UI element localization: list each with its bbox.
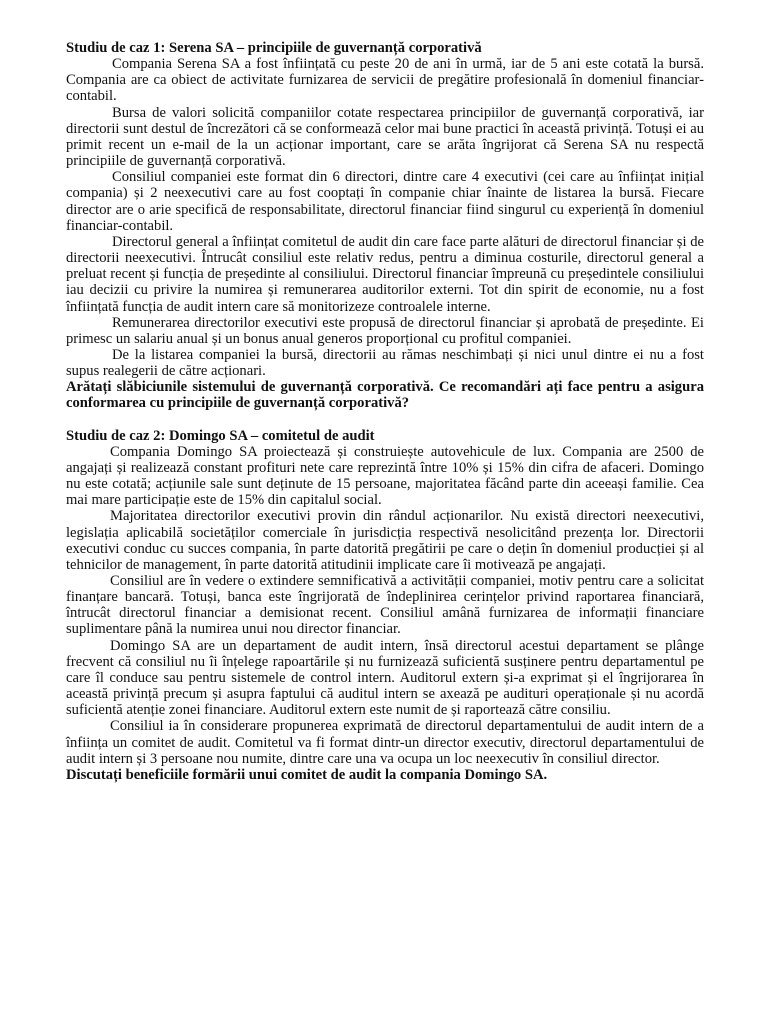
case-study-1-paragraph-3: Consiliul companiei este format din 6 directori, dintre care 4 executivi (cei care au înființat inițial compania) și 2 neexecutivi care au fost cooptați în companie chiar înainte de listarea la bursă. Fiecare director are o arie specifică de responsabilitate, directorul financiar fiind singurul cu experiență în domeniul financiar-contabil.	[66, 169, 704, 234]
case-study-1-question: Arătați slăbiciunile sistemului de guvernanță corporativă. Ce recomandări ați face pentru a asigura conformarea cu principiile de guvernanță corporativă?	[66, 379, 704, 412]
case-study-1-title: Studiu de caz 1: Serena SA – principiile de guvernanță corporativă	[66, 40, 482, 56]
case-study-1-paragraph-6: De la listarea companiei la bursă, directorii au rămas neschimbați și nici unul dintre ei nu a fost supus realegerii de către acționari.	[66, 346, 704, 380]
case-study-1-paragraph-5: Remunerarea directorilor executivi este propusă de directorul financiar și aprobată de președinte. Ei primesc un salariu anual și un bonus anual generos proporțional cu profitul companiei.	[66, 314, 704, 347]
case-study-1-paragraph-1: Compania Serena SA a fost înființată cu peste 20 de ani în urmă, iar de 5 ani este cotată la bursă. Compania are ca obiect de activitate furnizarea de servicii de pregătire profesională în domeniul financiar-contabil.	[66, 56, 704, 105]
case-study-2	[66, 428, 704, 783]
document-page	[66, 40, 704, 783]
case-study-1-paragraph-2: Bursa de valori solicită companiilor cotate respectarea principiilor de guvernanță corporativă, iar directorii sunt destul de încrezători că se conformează celor mai bune practici în această privință. Totuși ei au primit recent un e-mail de la un acționar important, care se arăta îngrijorat că Serena SA nu respectă principiile de guvernanță corporativă.	[66, 104, 704, 170]
case-study-2-paragraph-5: Consiliul ia în considerare propunerea exprimată de directorul departamentului de audit intern de a înființa un comitet de audit. Comitetul va fi format dintr-un director executiv, directorul departamentului de audit intern și 3 persoane nou numite, dintre care una va ocupa un loc neexecutiv în consiliul director.	[66, 718, 704, 767]
case-study-2-paragraph-3: Consiliul are în vedere o extindere semnificativă a activității companiei, motiv pentru care a solicitat finanțare bancară. Totuși, banca este îngrijorată de îndeplinirea cerințelor privind raportarea financiară, întrucât directorul financiar a demisionat recent. Consiliul amână furnizarea de informații financiare suplimentare până la numirea unui nou director financiar.	[66, 573, 704, 638]
case-study-2-paragraph-4: Domingo SA are un departament de audit intern, însă directorul acestui departament se plânge frecvent că consiliul nu îi înțelege rapoartările și nu furnizează suficientă susținere pentru departamentul pe care îl conduce sau pentru sistemele de control intern. Auditorul extern și-a exprimat și el îngrijorarea în această privință precum și asupra faptului că auditul intern se axează pe audituri operaționale și nu acordă suficientă atenție zonei financiare. Auditorul extern este numit de și raportează către consiliu.	[66, 637, 704, 719]
case-study-2-paragraph-2: Majoritatea directorilor executivi provin din rândul acționarilor. Nu există directori neexecutivi, legislația aplicabilă societăților comerciale în jurisdicția respectivă nesolicitând prezența lor. Directorii executivi conduc cu succes compania, în parte datorită pregătirii pe care o dețin în domeniul producției și al tehnicilor de management, în parte datorită atitudinii implicate care îi motivează pe angajați.	[66, 508, 704, 573]
case-study-2-question: Discutați beneficiile formării unui comitet de audit la compania Domingo SA.	[66, 766, 548, 783]
case-study-2-title: Studiu de caz 2: Domingo SA – comitetul de audit	[66, 427, 375, 444]
case-study-1-paragraph-4: Directorul general a înființat comitetul de audit din care face parte alături de directorul financiar și de directorii neexecutivi. Întrucât consiliul este relativ redus, pentru a diminua costurile, directorul general a preluat recent și funcția de președinte al consiliului. Directorul financiar împreună cu președintele consiliului iau decizii cu privire la numirea și remunerarea auditorilor externi. Tot din spirit de economie, nu a fost înființată funcția de audit intern care să monitorizeze controalele interne.	[66, 233, 704, 315]
case-study-2-paragraph-1: Compania Domingo SA proiectează și construiește autovehicule de lux. Compania are 2500 de angajați și realizează constant profituri nete care reprezintă între 10% și 15% din cifra de afaceri. Domingo nu este cotată; acțiunile sale sunt deținute de 15 persoane, majoritatea făcând parte din aceeași familie. Cea mai mare participație este de 15% din capitalul social.	[66, 443, 704, 509]
case-study-1	[66, 40, 704, 412]
